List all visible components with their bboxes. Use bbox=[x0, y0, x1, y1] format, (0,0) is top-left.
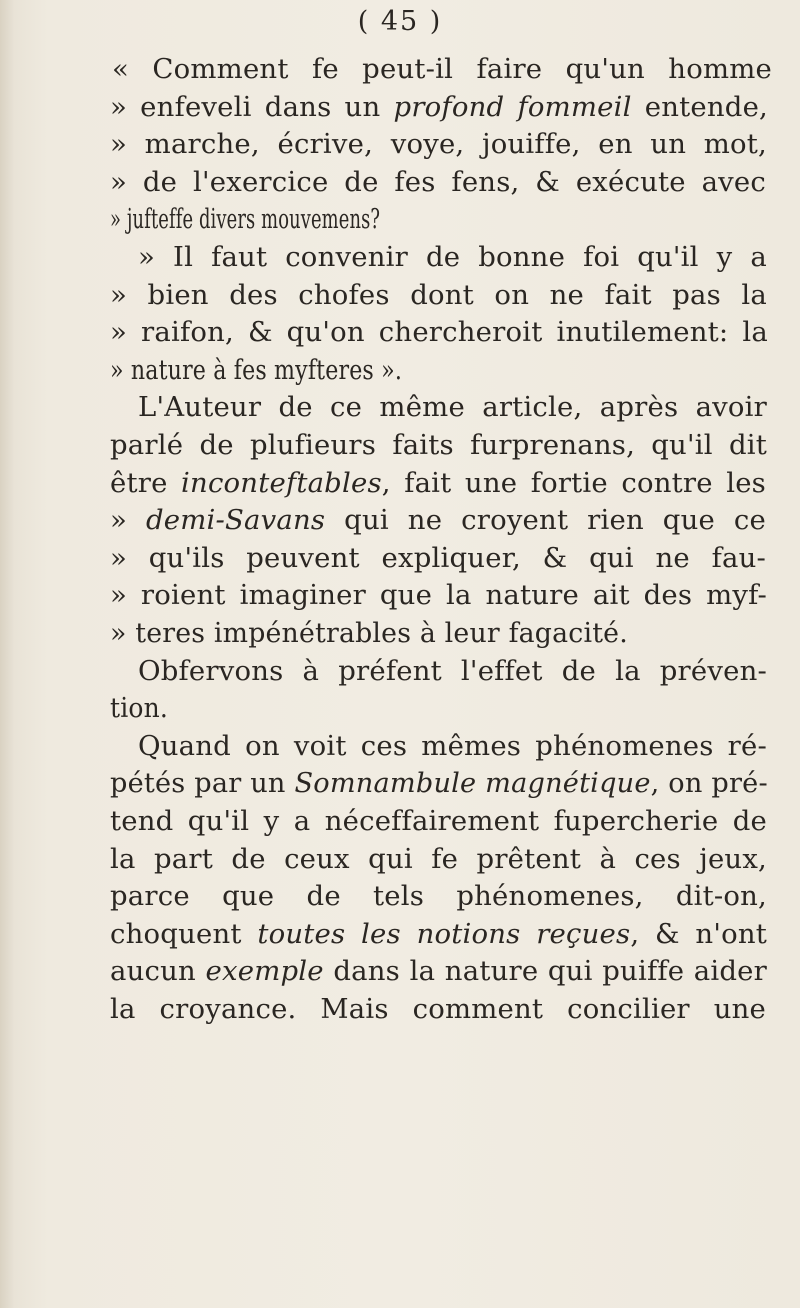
text-line bbox=[110, 501, 766, 539]
text-span: » de l'exercice de fes fens, & exécute avec bbox=[110, 165, 766, 198]
text-span: « Comment fe peut-il faire qu'un homme bbox=[112, 53, 772, 85]
text-line bbox=[110, 200, 380, 238]
text-span: parlé de plufieurs faits furprenans, qu'il dit bbox=[110, 429, 767, 461]
text-line bbox=[110, 576, 767, 614]
text-span: tion. bbox=[110, 692, 168, 725]
text-line bbox=[110, 464, 766, 502]
text-line bbox=[110, 990, 766, 1028]
italic-span: Somnambule magnétique bbox=[294, 767, 651, 800]
text-line bbox=[110, 88, 768, 126]
text-span: » enfeveli dans un bbox=[110, 90, 394, 123]
page-number: ( 45 ) bbox=[357, 6, 443, 37]
text-span: être bbox=[110, 466, 182, 499]
text-line bbox=[110, 351, 402, 389]
text-line bbox=[110, 125, 767, 163]
text-span: tend qu'il y a néceffairement fupercherie de bbox=[110, 805, 767, 837]
text-line bbox=[110, 276, 767, 314]
text-span: » teres impénétrables à leur fagacité. bbox=[110, 617, 628, 649]
text-line bbox=[110, 764, 768, 802]
text-span: qui ne croyent rien que ce bbox=[325, 504, 767, 537]
text-span: » Il faut convenir de bonne foi qu'il y a bbox=[138, 241, 767, 273]
text-span: , on pré- bbox=[650, 767, 768, 800]
text-span: » roient imaginer que la nature ait des myf- bbox=[110, 579, 767, 612]
text-span: » bien des chofes dont on ne fait pas la bbox=[110, 278, 767, 311]
text-span: » bbox=[110, 504, 146, 537]
text-span: » jufteffe divers mouvemens? bbox=[110, 203, 381, 236]
text-line bbox=[112, 50, 772, 88]
text-line bbox=[110, 877, 767, 915]
text-span: , & n'ont bbox=[630, 917, 768, 950]
text-line bbox=[110, 840, 767, 878]
text-line bbox=[110, 689, 168, 727]
text-line bbox=[110, 915, 767, 953]
text-span: » marche, écrive, voye, jouiffe, en un mot, bbox=[110, 128, 767, 161]
italic-span: exemple bbox=[205, 955, 324, 988]
text-line bbox=[138, 727, 767, 765]
text-span: Quand on voit ces mêmes phénomenes ré- bbox=[138, 729, 767, 762]
text-line bbox=[110, 163, 766, 201]
text-span: la croyance. Mais comment concilier une bbox=[110, 993, 766, 1025]
text-span: la part de ceux qui fe prêtent à ces jeux, bbox=[110, 842, 767, 875]
text-span: parce que de tels phénomenes, dit-on, bbox=[110, 880, 767, 913]
text-span: entende, bbox=[631, 90, 768, 123]
text-line bbox=[110, 952, 767, 990]
page-gutter-edge bbox=[0, 0, 14, 1308]
text-line bbox=[110, 539, 766, 577]
text-span: dans la nature qui puiffe aider bbox=[323, 955, 767, 988]
italic-span: toutes les notions reçues bbox=[257, 917, 631, 950]
italic-span: demi-Savans bbox=[145, 504, 326, 537]
text-line bbox=[138, 388, 767, 426]
text-span: , fait une fortie contre les bbox=[381, 466, 766, 499]
text-span: aucun bbox=[110, 955, 206, 988]
text-span: » qu'ils peuvent expliquer, & qui ne fau- bbox=[110, 541, 766, 574]
text-line bbox=[110, 614, 628, 652]
text-span: Obfervons à préfent l'effet de la préven- bbox=[138, 654, 767, 687]
italic-span: profond fommeil bbox=[393, 90, 632, 123]
text-span: choquent bbox=[110, 917, 258, 950]
text-span: L'Auteur de ce même article, après avoir bbox=[138, 391, 767, 424]
text-line bbox=[110, 802, 767, 840]
text-line bbox=[138, 652, 767, 690]
text-span: pétés par un bbox=[110, 767, 295, 800]
text-line bbox=[110, 426, 767, 464]
italic-span: inconteftables bbox=[181, 466, 382, 499]
text-line bbox=[138, 238, 767, 276]
text-span: » raifon, & qu'on chercheroit inutilement: la bbox=[110, 316, 768, 349]
text-line bbox=[110, 313, 768, 351]
text-span: » nature à fes myfteres ». bbox=[110, 353, 403, 386]
